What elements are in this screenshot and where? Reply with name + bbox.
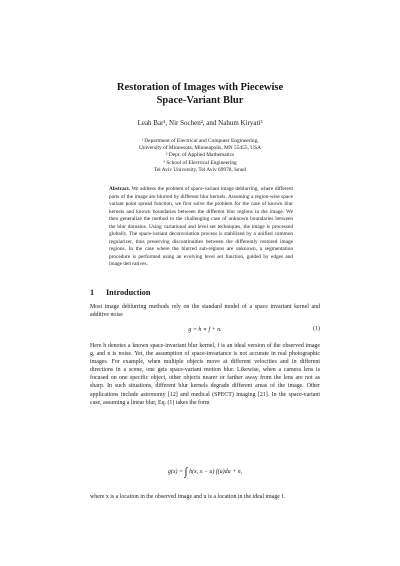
affiliations bbox=[0, 138, 400, 174]
equation-2-body bbox=[90, 466, 320, 478]
intro-paragraph-3: where x is a location in the observed image and u is a location in the ideal image f. bbox=[90, 494, 285, 500]
section-title: Introduction bbox=[106, 288, 151, 297]
integral-symbol: ∫ bbox=[184, 466, 188, 478]
affiliation-line: ² Dept. of Applied Mathematics bbox=[165, 152, 235, 159]
section-heading bbox=[90, 288, 150, 297]
affiliation-line: Tel Aviv University, Tel Aviv 69978, Israel bbox=[153, 166, 247, 173]
affiliation-line: ¹ Department of Electrical and Computer Engineering, bbox=[141, 138, 259, 144]
equation-2-rhs: h(x, x − u) f(u)du + n, bbox=[189, 469, 243, 475]
paper-title bbox=[0, 81, 400, 107]
equation-1-number: (1) bbox=[313, 326, 320, 332]
abstract bbox=[109, 186, 293, 269]
affiliation-line: University of Minnesota, Minneapolis, MN 55455, USA bbox=[138, 145, 262, 152]
affiliation-line: ³ School of Electrical Engineering bbox=[163, 159, 237, 166]
title-line-1: Restoration of Images with Piecewise bbox=[116, 82, 284, 93]
intro-paragraph-1: Most image deblurring methods rely on the standard model of a space invariant kernel and additive noise bbox=[90, 304, 320, 319]
abstract-label: Abstract. bbox=[109, 186, 131, 192]
section-number: 1 bbox=[90, 288, 95, 297]
equation-2-lhs: g(x) = bbox=[167, 469, 184, 475]
abstract-text: We address the problem of space-variant image deblurring, where different parts of the image are blurred by different blur kernels. Assuming a region-wise space variant point spread function, we first solve the problem for the case of known blur kernels and known boundaries between the different blur regions in the image. We then generalize the method to the challenging case of unknown boundaries between the blur domains. Using variational and level set techniques, the image is processed globally. The space-variant deconvolution process is stabilized by a unified common regularizer, thus preserving discontinuities between the differently restored image regions. In the case where the blurred sub-regions are unknown, a segmentation procedure is performed using an evolving level set function, guided by edges and image derivatives. bbox=[109, 186, 293, 268]
author-list: Leah Bar¹, Nir Sochen², and Nahum Kiryati³ bbox=[137, 119, 263, 127]
intro-paragraph-2: Here h denotes a known space-invariant blur kernel, f is an ideal version of the observed image g, and n is noise. Yet, the assumption of space-invariance is not accurate in real photographic images. For example, when multiple objects move at different velocities and in different directions in a scene, one gets space-variant motion blur. Likewise, when a camera lens is focused on one specific object, other objects nearer or farther away from the lens are not as sharp. In such situations, different blur kernels degrade different areas of the image. Other applications include astronomy [12] and medical (SPECT) imaging [21]. In the space-variant case, assuming a linear blur, Eq. (1) takes the form bbox=[90, 343, 320, 406]
title-line-2: Space-Variant Blur bbox=[156, 95, 244, 106]
equation-1-body: g = h ∗ f + n. bbox=[188, 327, 222, 333]
